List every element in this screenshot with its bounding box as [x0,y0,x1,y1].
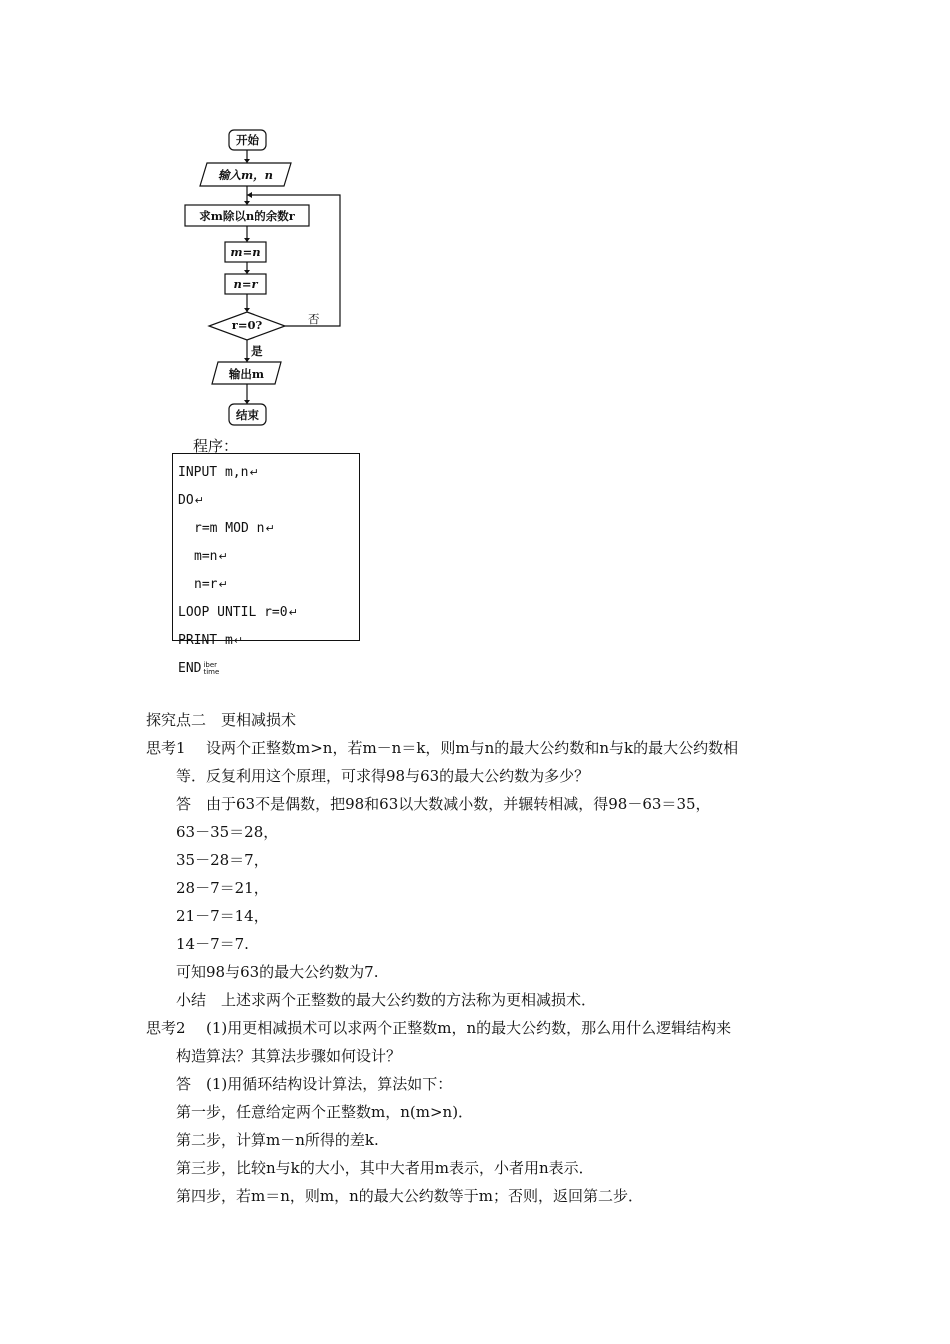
flowchart-end-label: 结束 [236,408,259,422]
flowchart-assign-m-label: m=n [230,245,261,259]
code-line: n=r↵ [194,577,228,592]
answer1-step: 35－28＝7， [176,851,269,869]
answer2-step: 第三步，比较n与k的大小，其中大者用m表示，小者用n表示． [176,1159,594,1177]
flowchart-assign-n-label: n=r [233,277,258,291]
code-line: LOOP UNTIL r=0↵ [178,605,298,620]
answer2-step: 第二步，计算m－n所得的差k. [176,1131,379,1149]
think2-label: 思考2 [146,1019,186,1037]
answer2-step: 第四步，若m＝n，则m，n的最大公约数等于m；否则，返回第二步． [176,1187,643,1205]
flowchart-input-label: 输入m，n [217,168,274,182]
think1-label: 思考1 [146,739,186,757]
think1-line1: 设两个正整数m>n，若m－n＝k，则m与n的最大公约数和n与k的最大公约数相 [206,739,739,757]
answer2-lead: 答 (1)用循环结构设计算法，算法如下： [176,1075,453,1093]
section-heading: 探究点二 更相减损术 [146,711,297,729]
think2-line2: 构造算法？其算法步骤如何设计？ [176,1047,402,1065]
answer1-lead: 答 由于63不是偶数，把98和63以大数减小数，并辗转相减，得98－63＝35， [176,795,711,813]
think2-line1: (1)用更相减损术可以求两个正整数m，n的最大公约数，那么用什么逻辑结构来 [206,1019,732,1037]
answer1-step: 28－7＝21， [176,879,269,897]
summary: 小结 上述求两个正整数的最大公约数的方法称为更相减损术． [176,991,597,1009]
code-line: DO↵ [178,493,204,508]
code-line: INPUT m,n↵ [178,465,259,480]
code-line: PRINT m↵ [178,633,244,648]
flowchart-no-label: 否 [308,312,320,326]
flowchart-condition-label: r=0? [231,318,263,332]
answer1-step: 14－7＝7. [176,935,249,953]
flowchart-output-label: 输出m [228,367,265,381]
program-label: 程序： [193,437,239,455]
code-line: r=m MOD n↵ [194,521,275,536]
code-line: m=n↵ [194,549,228,564]
answer1-step: 21－7＝14， [176,907,269,925]
flowchart-start-label: 开始 [236,133,259,147]
flowchart-remainder-label: 求m除以n的余数r [199,209,295,223]
flowchart [0,0,950,440]
answer1-step: 63－35＝28， [176,823,279,841]
think1-line2: 等．反复利用这个原理，可求得98与63的最大公约数为多少？ [176,767,590,785]
code-line: END iber time [178,660,220,676]
answer1-conclusion: 可知98与63的最大公约数为7. [176,963,379,981]
flowchart-yes-label: 是 [251,344,263,358]
answer2-step: 第一步，任意给定两个正整数m，n(m>n)． [176,1103,474,1121]
